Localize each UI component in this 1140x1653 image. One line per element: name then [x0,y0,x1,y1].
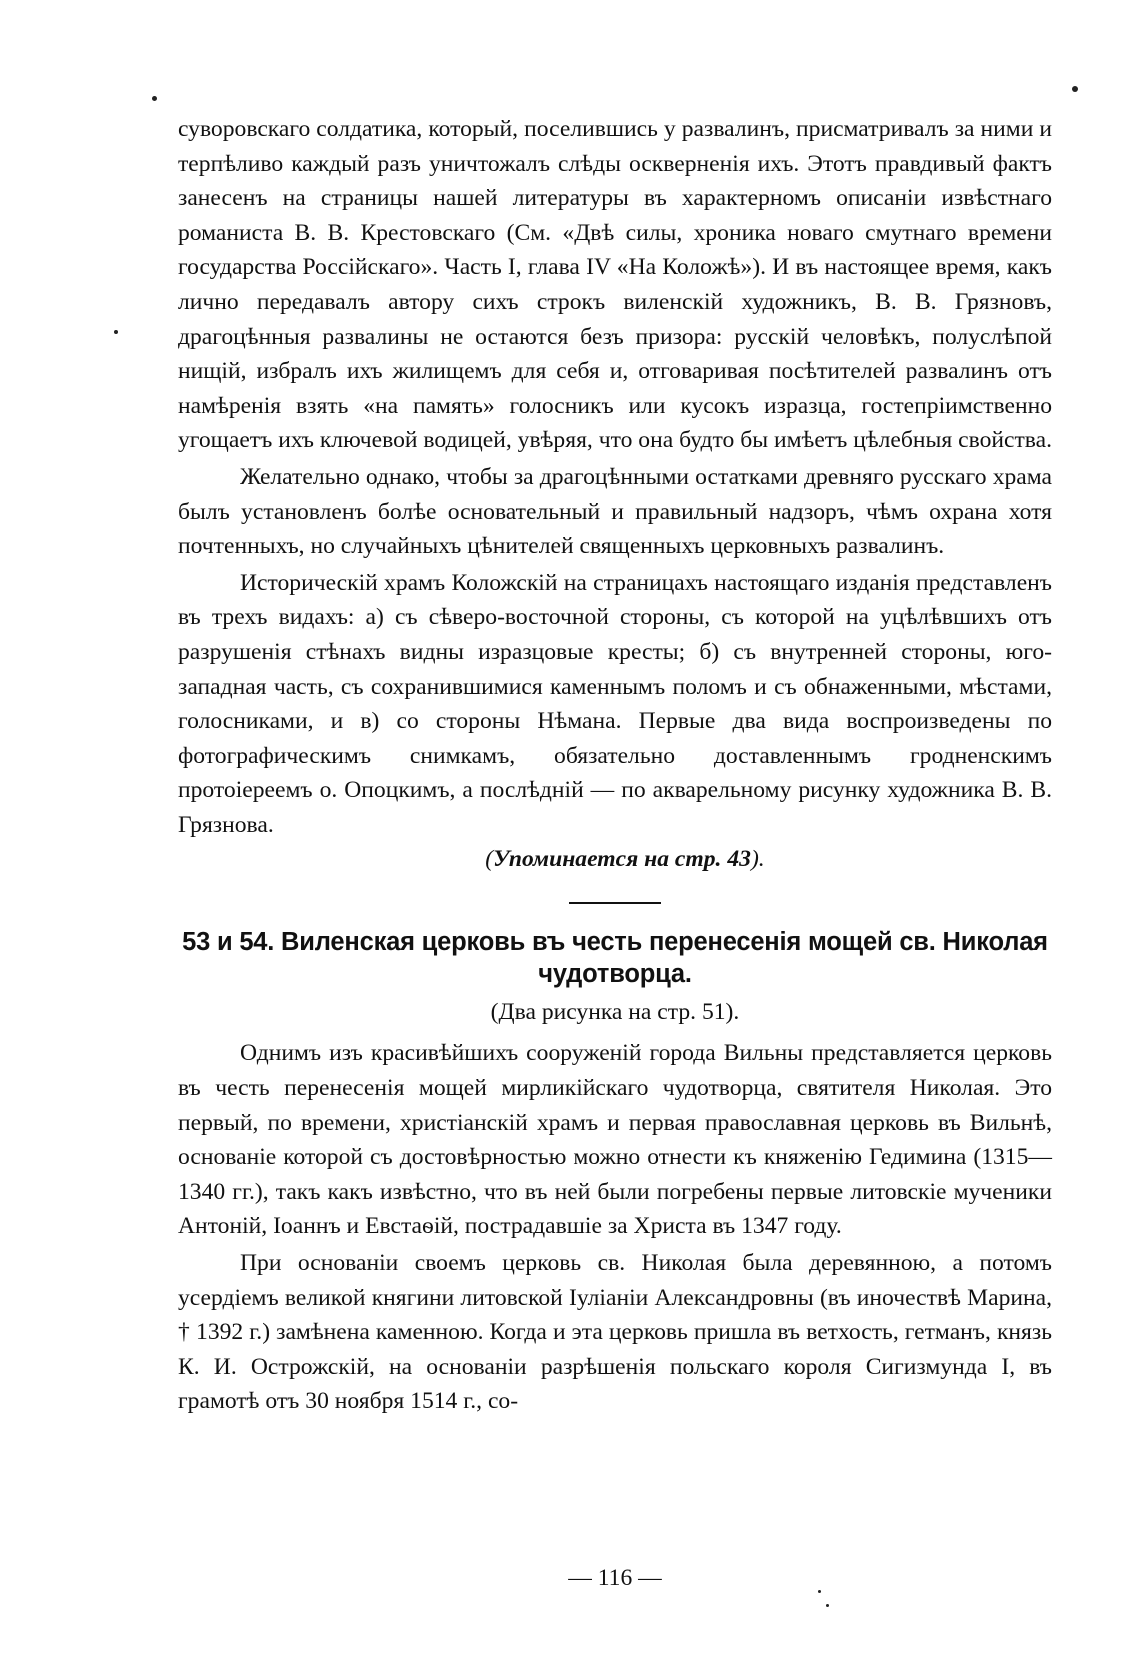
page-content [178,112,1052,1591]
cross-reference-open: ( [485,846,494,873]
scan-speck [1072,86,1078,92]
cross-reference-close: ). [750,846,765,873]
scan-speck [826,1604,829,1607]
paragraph: Однимъ изъ красивѣйшихъ сооруженій города Вильны представляется церковь въ честь перенесенія мощей мирликійскаго чудотворца, святителя Николая. Это первый, по времени, христіанскій храмъ и первая православная церковь въ Вильнѣ, основаніе которой съ достовѣрностью можно отнести къ княженію Гедимина (1315—1340 гг.), такъ какъ извѣстно, что въ ней были погребены первые литовскіе мученики Антоній, Іоаннъ и Евстаѳій, пострадавшіе за Христа въ 1347 году. [178,1040,1052,1240]
section-heading: 53 и 54. Виленская церковь въ честь перенесенія мощей св. Николая чудотворца. [182,928,1048,989]
scan-speck [114,330,118,334]
paragraph: Историческій храмъ Коложскій на страницахъ настоящаго изданія представленъ въ трехъ видахъ: а) съ сѣверо-восточной стороны, съ которой на уцѣлѣвшихъ отъ разрушенія стѣнахъ видны изразцовые кресты; б) съ внутренней стороны, юго-западная часть, съ сохранившимися каменнымъ поломъ и съ обнаженными, мѣстами, голосниками, и в) со стороны Нѣмана. Первые два вида воспроизведены по фотографическимъ снимкамъ, обязательно доставленнымъ гродненскимъ протоіереемъ о. Опоцкимъ, а послѣдній — по акварельному рисунку художника В. В. Грязнова. [178,569,1052,838]
paragraph-continued: суворовскаго солдатика, который, поселившись у развалинъ, присматривалъ за ними и терпѣливо каждый разъ уничтожалъ слѣды оскверненія ихъ. Этотъ правдивый фактъ занесенъ на страницы нашей литературы въ характерномъ описаніи извѣстнаго романиста В. В. Крестовскаго (См. «Двѣ силы, хроника новаго смутнаго времени государства Россійскаго». Часть I, глава IV «На Коложѣ»). И въ настоящее время, какъ лично передавалъ автору сихъ строкъ виленскій художникъ, В. В. Грязновъ, драгоцѣнныя развалины не остаются безъ призора: русскій человѣкъ, полуслѣпой нищій, избралъ ихъ жилищемъ для себя и, отговаривая посѣтителей развалинъ отъ намѣренія взять «на память» голосникъ или кусокъ изразца, гостепріимственно угощаетъ ихъ ключевой водицей, увѣряя, что она будто бы имѣетъ цѣлебныя свойства. [178,116,1052,454]
paragraph: При основаніи своемъ церковь св. Николая была деревянною, а потомъ усердіемъ великой княгини литовской Іуліаніи Александровны (въ иночествѣ Марина, † 1392 г.) замѣнена каменною. Когда и эта церковь пришла въ ветхость, гетманъ, князь К. И. Острожскій, на основаніи разрѣшенія польскаго короля Сигизмунда I, въ грамотѣ отъ 30 ноября 1514 г., со- [178,1250,1052,1415]
page-number: — 116 — [568,1565,662,1591]
section-subtitle: (Два рисунка на стр. 51). [490,999,740,1026]
cross-reference-text: Упоминается на стр. 43 [493,846,751,873]
scan-speck [152,96,157,101]
cross-reference [178,842,1052,876]
section-divider [569,902,661,904]
paragraph: Желательно однако, чтобы за драгоцѣнными остатками древняго русскаго храма былъ установленъ болѣе основательный и правильный надзоръ, чѣмъ охрана хотя почтенныхъ, но случайныхъ цѣнителей священныхъ церковныхъ развалинъ. [178,463,1052,560]
